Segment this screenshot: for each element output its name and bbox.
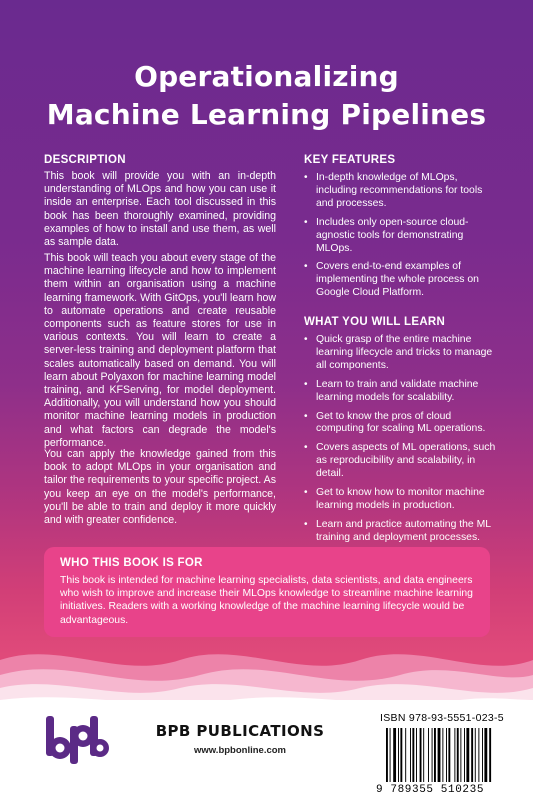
list-item: • Learn to train and validate machine learning models for scalability. (304, 378, 479, 403)
description-paragraph-2: This book will teach you about every stage of the machine learning lifecycle and how to implement them within an organisation using a machine learning framework. With GitOps, you'll learn how to automate operations and create reusable components such as feature stores for use in various contexts. You will learn to create a server-less training and deployment platform that scales automatically based on demand. You will learn about Polyaxon for machine learning model training, and KFServing, for model deployment. Additionally, you will understand how you should monitor machine learning models in production and what factors can degrade the model's performance. (44, 252, 276, 449)
barcode-bar (428, 728, 429, 782)
bullet-icon: • (304, 442, 308, 454)
barcode-bar (466, 728, 469, 782)
barcode-bar (410, 728, 411, 782)
title-line-1: Operationalizing (134, 60, 399, 93)
barcode-bar (442, 728, 443, 782)
barcode-bar (471, 728, 473, 782)
barcode-bar (457, 728, 459, 782)
list-item: • In-depth knowledge of MLOps, including recommendations for tools and processes. (304, 172, 483, 209)
bullet-icon: • (304, 261, 308, 273)
bullet-icon: • (304, 172, 308, 183)
barcode-bar (482, 728, 483, 782)
barcode-bar (393, 728, 396, 782)
barcode-bar (400, 728, 402, 782)
barcode-bar (484, 728, 487, 782)
bullet-icon: • (304, 518, 308, 530)
key-features-list (302, 172, 496, 306)
bullet-icon: • (304, 378, 308, 390)
barcode-bar (432, 728, 433, 782)
barcode-bar (416, 728, 417, 782)
description-paragraph-3: You can apply the knowledge gained from this book to adopt MLOps in your organisation and tailor the requirements to your specific project. As you keep an eye on the model's performance, you'll be able to train and deploy it more quickly and with greater confidence. (44, 448, 276, 527)
barcode-bar (448, 728, 450, 782)
barcode (386, 728, 524, 782)
publisher-block (130, 722, 350, 756)
bullet-icon: • (304, 410, 308, 422)
barcode-bar (423, 728, 424, 782)
book-title (0, 58, 533, 134)
what-you-learn-heading: WHAT YOU WILL LEARN (304, 316, 446, 328)
list-item: • Get to know the pros of cloud computing for scaling ML operations. (304, 410, 486, 435)
who-text: This book is intended for machine learning specialists, data scientists, and data engineers who wish to improve and increase their MLOps knowledge to streamline machine learning initiatives. Readers with a working knowledge of the machine learning lifecycle would be advantageous. (60, 575, 473, 626)
who-heading: WHO THIS BOOK IS FOR (60, 557, 203, 569)
list-item: • Get to know how to monitor machine learning models in production. (304, 487, 485, 511)
barcode-bar (438, 728, 441, 782)
bullet-icon: • (304, 216, 308, 228)
barcode-bar (405, 728, 406, 782)
barcode-bar (475, 728, 476, 782)
barcode-bar (478, 728, 479, 782)
description-heading: DESCRIPTION (44, 154, 126, 166)
description-paragraph-1: This book will provide you with an in-depth understanding of MLOps and how you can use it inside an enterprise. Each tool discussed in this book has been thoroughly examined, providing examples of how to install and use them, as well as sample data. (44, 170, 276, 249)
bullet-icon: • (304, 487, 308, 499)
barcode-bar (454, 728, 455, 782)
bullet-icon: • (304, 334, 308, 345)
barcode-bar (460, 728, 461, 782)
barcode-bar (412, 728, 414, 782)
barcode-bar (434, 728, 436, 782)
publisher-name: BPB PUBLICATIONS (155, 722, 325, 740)
list-item: • Includes only open-source cloud-agnostic tools for demonstrating MLOps. (304, 216, 469, 254)
barcode-digits: 9 789355 510235 (376, 784, 485, 796)
publisher-url: www.bpbonline.com (193, 745, 286, 756)
isbn-label: ISBN 978-93-5551-023-5 (380, 712, 504, 724)
title-line-2: Machine Learning Pipelines (46, 98, 487, 131)
key-features-heading: KEY FEATURES (304, 154, 396, 166)
barcode-bar (446, 728, 447, 782)
what-you-learn-list (302, 334, 496, 551)
list-item: • Covers aspects of ML operations, such as reproducibility and scalability, in detail. (304, 442, 496, 480)
barcode-bar (398, 728, 399, 782)
barcode-bar (464, 728, 465, 782)
list-item: • Quick grasp of the entire machine learning lifecycle and tricks to manage all components. (304, 334, 493, 371)
barcode-bar (489, 728, 491, 782)
who-this-book-is-for-box (44, 547, 490, 637)
list-item: • Covers end-to-end examples of implementing the whole process on Google Cloud Platform. (304, 261, 479, 299)
barcode-bar (420, 728, 422, 782)
bpb-logo-icon (44, 714, 110, 766)
isbn-barcode-block (376, 708, 532, 800)
barcode-bar (386, 728, 388, 782)
barcode-bar (390, 728, 391, 782)
list-item: • Learn and practice automating the ML training and deployment processes. (304, 518, 491, 543)
